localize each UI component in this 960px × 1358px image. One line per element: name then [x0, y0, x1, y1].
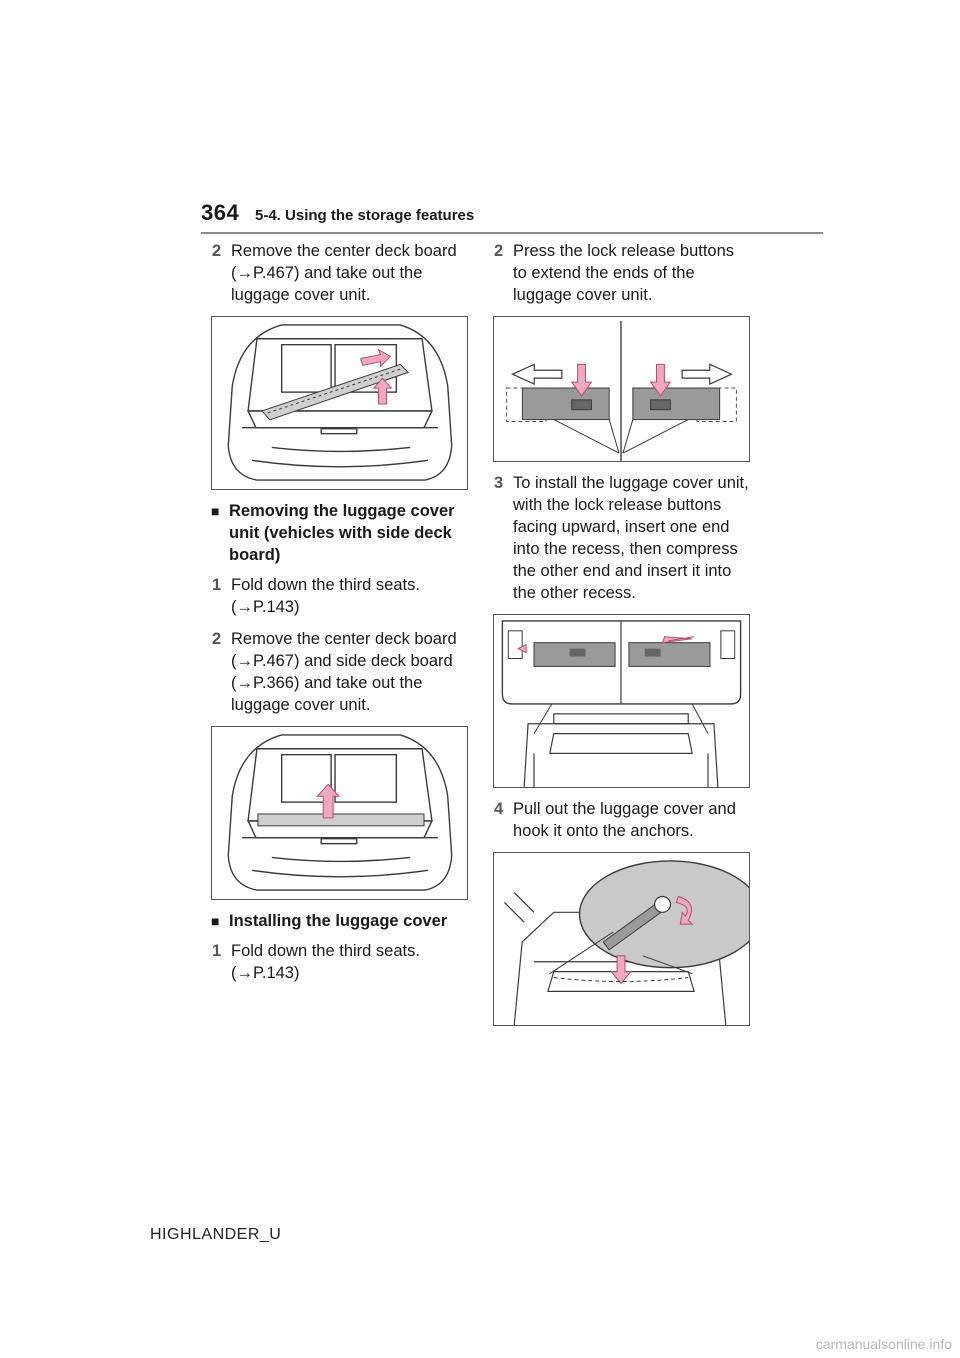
right-column — [493, 240, 751, 1036]
footer-model-name: HIGHLANDER_U — [150, 1226, 282, 1243]
illustration-hook-anchors — [494, 853, 749, 1025]
square-bullet-icon: ■ — [211, 503, 220, 519]
heading-text: Removing the luggage cover unit (vehicles with side deck board) — [229, 502, 455, 564]
step-fold-third-seats — [211, 574, 469, 618]
step-number: 1 — [212, 576, 222, 594]
step-press-lock-release — [493, 240, 751, 306]
square-bullet-icon: ■ — [211, 913, 220, 929]
step-text: Remove the center deck board (→P.467) and take out the luggage cover unit. — [231, 242, 457, 304]
illustration-cargo-area-side-deck — [212, 727, 467, 899]
step-number: 4 — [494, 800, 504, 818]
step-number: 2 — [494, 242, 504, 260]
header-divider — [201, 232, 823, 234]
step-text: Remove the center deck board (→P.467) and side deck board (→P.366) and take out the luggage cover unit. — [231, 630, 457, 714]
section-title: 5-4. Using the storage features — [255, 207, 475, 224]
heading-removing-cover-side-deck — [211, 500, 469, 566]
step-number: 2 — [212, 630, 222, 648]
step-text: Fold down the third seats. (→P.143) — [231, 576, 420, 616]
step-text: Fold down the third seats. (→P.143) — [231, 942, 420, 982]
step-text: To install the luggage cover unit, with the lock release buttons facing upward, insert one end into the recess, then compress the other end and insert it into the other recess. — [513, 474, 749, 602]
step-install-cover-unit — [493, 472, 751, 604]
figure-remove-cover-side-deck — [211, 726, 468, 900]
watermark: carmanualsonline.info — [815, 1336, 952, 1352]
illustration-cargo-area-remove — [212, 317, 467, 489]
illustration-insert-recess — [494, 615, 749, 787]
step-number: 2 — [212, 242, 222, 260]
step-fold-third-seats-install — [211, 940, 469, 984]
figure-lock-release-buttons — [493, 316, 750, 462]
step-hook-anchors — [493, 798, 751, 842]
illustration-lock-release — [494, 317, 749, 461]
step-remove-center-side-board — [211, 628, 469, 716]
step-remove-center-board — [211, 240, 469, 306]
step-number: 1 — [212, 942, 222, 960]
figure-hook-anchors — [493, 852, 750, 1026]
left-column — [211, 240, 469, 994]
step-number: 3 — [494, 474, 504, 492]
step-text: Pull out the luggage cover and hook it onto the anchors. — [513, 800, 736, 840]
heading-text: Installing the luggage cover — [229, 912, 448, 930]
heading-installing-cover — [211, 910, 469, 932]
page-number: 364 — [201, 200, 240, 225]
step-text: Press the lock release buttons to extend the ends of the luggage cover unit. — [513, 242, 735, 304]
figure-remove-cover-unit — [211, 316, 468, 490]
figure-insert-into-recess — [493, 614, 750, 788]
